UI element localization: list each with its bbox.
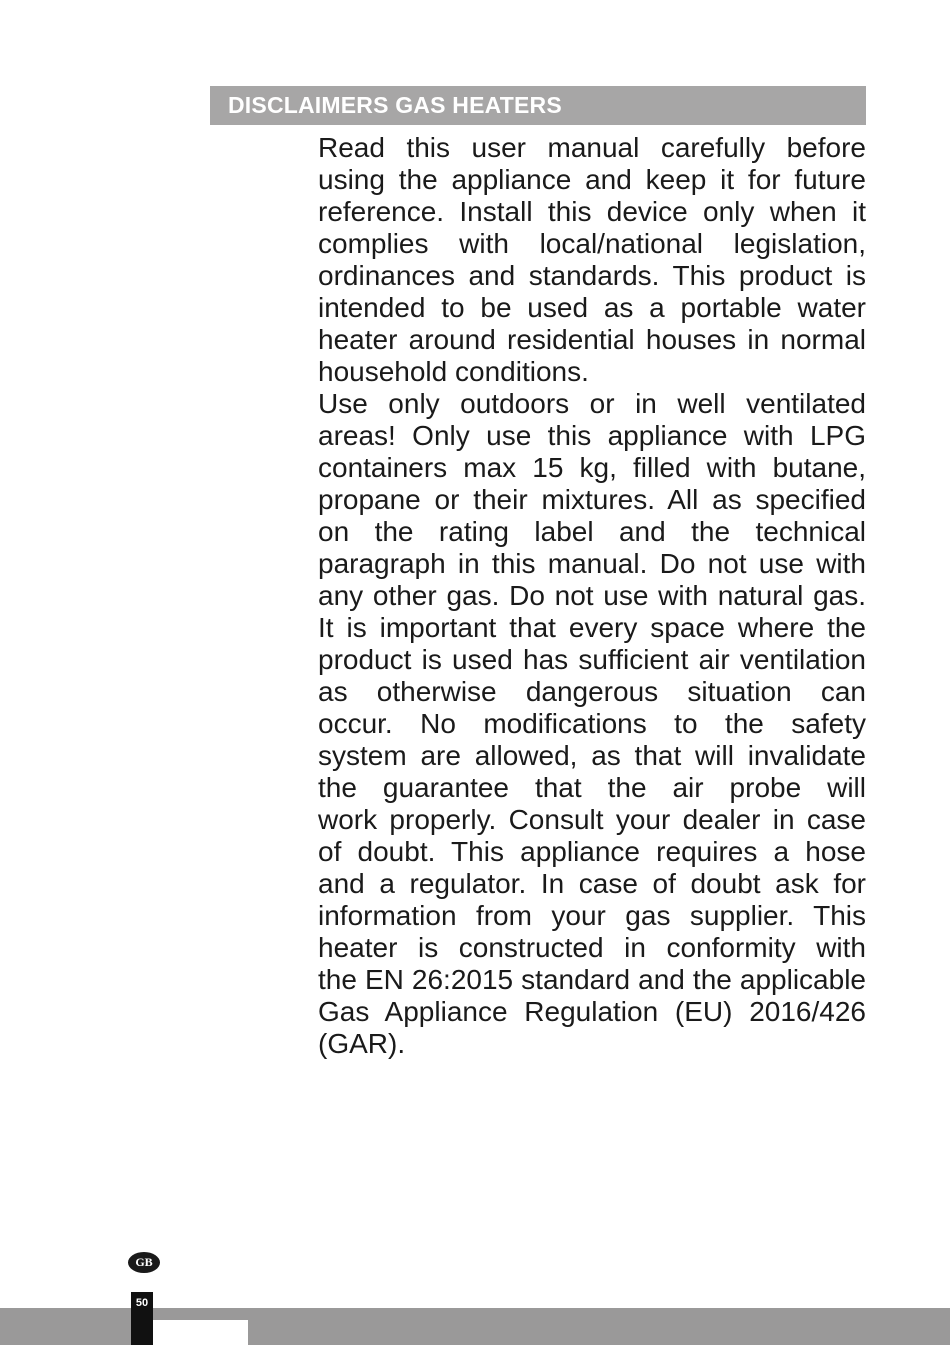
text-line: the guarantee that the air probe will xyxy=(318,772,866,803)
text-line: on the rating label and the technical xyxy=(318,516,866,547)
text-line: areas! Only use this appliance with LPG xyxy=(318,420,866,451)
text-line: work properly. Consult your dealer in case xyxy=(318,804,866,835)
disclaimer-text xyxy=(318,132,866,1060)
text-line: occur. No modifications to the safety xyxy=(318,708,866,739)
text-line: paragraph in this manual. Do not use with xyxy=(318,548,866,579)
text-line: heater around residential houses in normal xyxy=(318,324,866,355)
text-line: reference. Install this device only when it xyxy=(318,196,866,227)
footer-white-block xyxy=(153,1320,248,1345)
text-line: any other gas. Do not use with natural gas. xyxy=(318,580,866,611)
text-line: propane or their mixtures. All as specified xyxy=(318,484,866,515)
text-line: complies with local/national legislation, xyxy=(318,228,866,259)
text-line: product is used has sufficient air ventilation xyxy=(318,644,866,675)
text-line: of doubt. This appliance requires a hose xyxy=(318,836,866,867)
text-line: system are allowed, as that will invalidate xyxy=(318,740,866,771)
text-line: It is important that every space where the xyxy=(318,612,866,643)
section-title: DISCLAIMERS GAS HEATERS xyxy=(228,92,562,118)
text-line: ordinances and standards. This product is xyxy=(318,260,866,291)
text-line: containers max 15 kg, filled with butane, xyxy=(318,452,866,483)
text-line: heater is constructed in conformity with xyxy=(318,932,866,963)
section-header xyxy=(210,86,866,125)
text-line: and a regulator. In case of doubt ask for xyxy=(318,868,866,899)
text-line: the EN 26:2015 standard and the applicable xyxy=(318,964,866,995)
language-badge: GB xyxy=(128,1252,160,1273)
text-line: Gas Appliance Regulation (EU) 2016/426 xyxy=(318,996,866,1027)
text-line: Read this user manual carefully before xyxy=(318,132,866,163)
text-line: using the appliance and keep it for future xyxy=(318,164,866,195)
text-line: Use only outdoors or in well ventilated xyxy=(318,388,866,419)
text-line: household conditions. xyxy=(318,356,589,387)
text-line: information from your gas supplier. This xyxy=(318,900,866,931)
page-number: 50 xyxy=(135,1297,149,1309)
text-line: as otherwise dangerous situation can xyxy=(318,676,866,707)
text-line: (GAR). xyxy=(318,1028,406,1059)
text-line: intended to be used as a portable water xyxy=(318,292,866,323)
